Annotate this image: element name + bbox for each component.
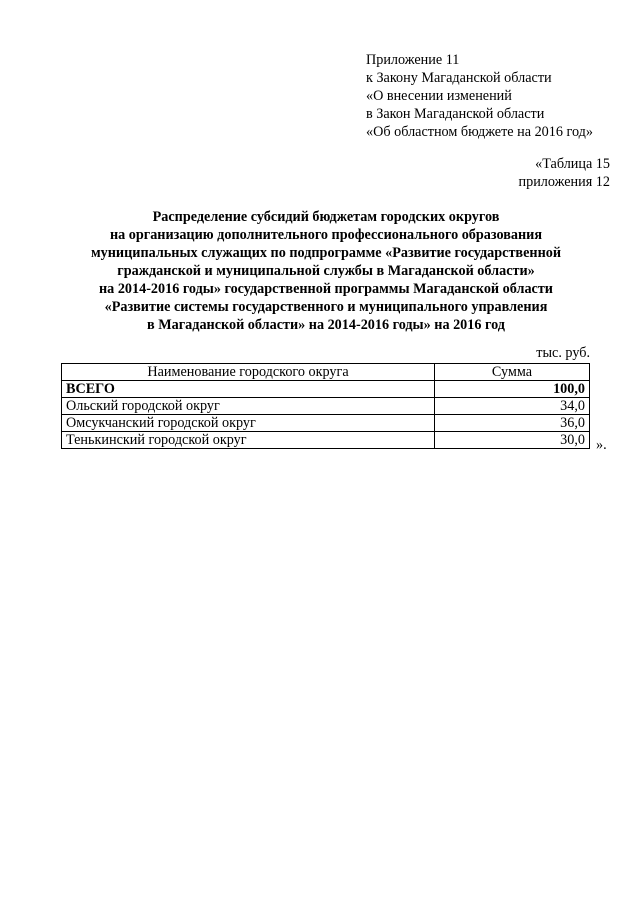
- table-row: [62, 415, 590, 432]
- table-reference-line: «Таблица 15: [535, 156, 610, 172]
- appendix-line: «Об областном бюджете на 2016 год»: [366, 124, 593, 140]
- appendix-line: в Закон Магаданской области: [366, 106, 545, 122]
- title-line: гражданской и муниципальной службы в Магаданской области»: [117, 263, 535, 279]
- title-line: Распределение субсидий бюджетам городских округов: [152, 209, 500, 225]
- appendix-line: «О внесении изменений: [366, 88, 512, 104]
- header-amount: Сумма: [435, 364, 590, 381]
- table-row: [62, 432, 590, 449]
- district-name-cell: Омсукчанский городской округ: [62, 415, 435, 432]
- header-district-name: Наименование городского округа: [62, 364, 435, 381]
- title-line: на организацию дополнительного профессионального образования: [109, 227, 543, 243]
- appendix-header: [366, 51, 593, 141]
- table-header-row: [62, 364, 590, 381]
- table-row: [62, 398, 590, 415]
- amount-cell: 36,0: [435, 415, 590, 432]
- units-label: тыс. руб.: [536, 345, 590, 361]
- table-reference-line: приложения 12: [518, 174, 610, 190]
- subsidy-table: [61, 363, 590, 449]
- district-name-cell: Тенькинский городской округ: [62, 432, 435, 449]
- amount-cell: 34,0: [435, 398, 590, 415]
- appendix-line: к Закону Магаданской области: [366, 70, 552, 86]
- title-line: муниципальных служащих по подпрограмме «Развитие государственной: [90, 245, 562, 261]
- appendix-line: Приложение 11: [366, 52, 460, 68]
- closing-quote-mark: ».: [596, 437, 607, 453]
- total-label: ВСЕГО: [62, 381, 435, 398]
- table-total-row: [62, 381, 590, 398]
- title-line: на 2014-2016 годы» государственной программы Магаданской области: [99, 281, 553, 297]
- title-line: «Развитие системы государственного и муниципального управления: [104, 299, 548, 315]
- total-amount: 100,0: [435, 381, 590, 398]
- document-title: [40, 208, 612, 334]
- table-reference: [519, 155, 610, 191]
- title-line: в Магаданской области» на 2014-2016 годы» на 2016 год: [147, 317, 505, 333]
- amount-cell: 30,0: [435, 432, 590, 449]
- district-name-cell: Ольский городской округ: [62, 398, 435, 415]
